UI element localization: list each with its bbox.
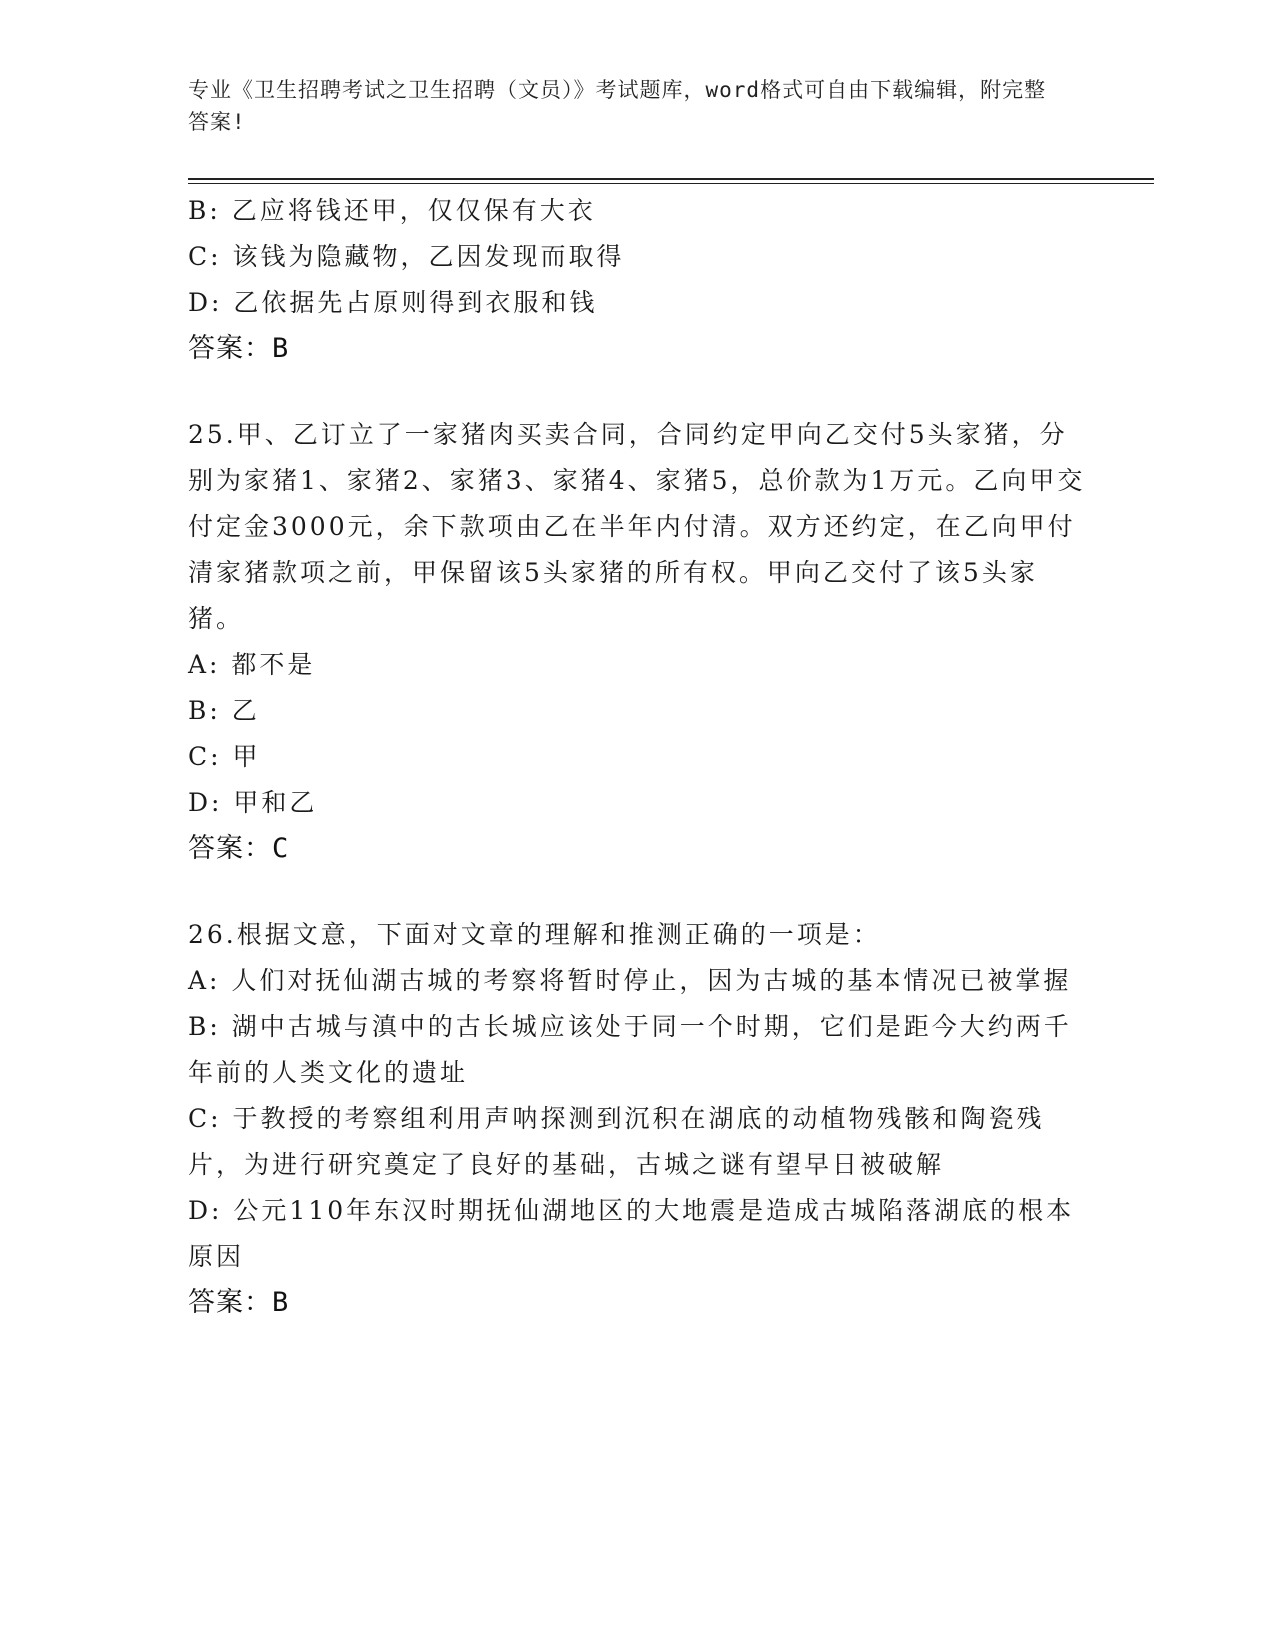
question-text: 甲、乙订立了一家猪肉买卖合同，合同约定甲向乙交付5头家猪，分别为家猪1、家猪2、家猪3、家猪4、家猪5，总价款为1万元。乙向甲交付定金3000元，余下款项由乙在半年内付清。双方还约定，在乙向甲付清家猪款项之前，甲保留该5头家猪的所有权。甲向乙交付了该5头家猪。: [188, 420, 1086, 633]
question-stem: [188, 412, 1088, 642]
question-number: 26.: [188, 920, 237, 949]
document-content: [188, 188, 1088, 1326]
option-c: C: 甲: [188, 742, 261, 771]
answer-line: 答案：C: [188, 833, 290, 864]
question-text: 根据文意，下面对文章的理解和推测正确的一项是：: [236, 920, 881, 949]
answer-line: 答案：B: [188, 1287, 290, 1318]
option-a: A: 都不是: [188, 650, 316, 679]
header-divider: [188, 178, 1154, 184]
option-d: D: 甲和乙: [188, 788, 318, 817]
question-26: [188, 912, 1088, 1326]
option-b: B: 乙应将钱还甲，仅仅保有大衣: [188, 196, 596, 225]
page-header: 专业《卫生招聘考试之卫生招聘（文员）》考试题库，word格式可自由下载编辑，附完整答案!: [188, 78, 1047, 134]
option-c: C: 于教授的考察组利用声呐探测到沉积在湖底的动植物残骸和陶瓷残片，为进行研究奠定了良好的基础，古城之谜有望早日被破解: [188, 1104, 1045, 1179]
question-24-continuation: [188, 188, 1088, 372]
option-a: A: 人们对抚仙湖古城的考察将暂时停止，因为古城的基本情况已被掌握: [188, 966, 1072, 995]
question-stem: [188, 912, 1088, 958]
question-25: [188, 412, 1088, 872]
option-c: C: 该钱为隐藏物，乙因发现而取得: [188, 242, 625, 271]
question-number: 25.: [188, 420, 237, 449]
option-b: B: 湖中古城与滇中的古长城应该处于同一个时期，它们是距今大约两千年前的人类文化的遗址: [188, 1012, 1072, 1087]
option-d: D: 乙依据先占原则得到衣服和钱: [188, 288, 598, 317]
answer-line: 答案：B: [188, 333, 290, 364]
option-b: B: 乙: [188, 696, 260, 725]
option-d: D: 公元110年东汉时期抚仙湖地区的大地震是造成古城陷落湖底的根本原因: [188, 1196, 1075, 1271]
